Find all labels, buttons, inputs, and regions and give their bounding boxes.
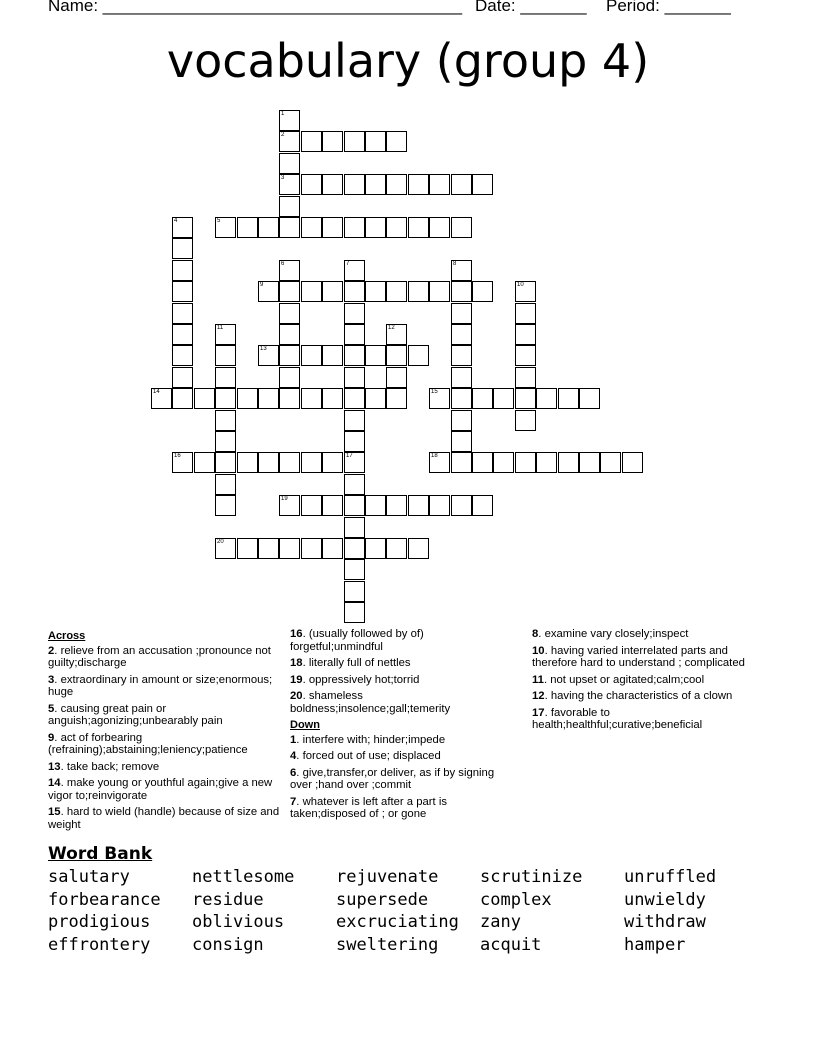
across-clue-list-continued — [290, 628, 510, 715]
crossword-cell[interactable] — [579, 388, 600, 409]
clue-text: (usually followed by of) forgetful;unmindful — [290, 628, 424, 653]
crossword-cell[interactable] — [237, 452, 258, 473]
crossword-cell[interactable] — [515, 388, 536, 409]
crossword-cell[interactable] — [301, 495, 322, 516]
crossword-cell[interactable] — [451, 495, 472, 516]
word-bank-word: nettlesome — [192, 867, 295, 887]
crossword-cell[interactable] — [301, 174, 322, 195]
word-bank-word: withdraw — [624, 912, 706, 932]
crossword-cell[interactable] — [386, 217, 407, 238]
crossword-cell[interactable] — [322, 217, 343, 238]
cell-number: 11 — [217, 325, 224, 331]
word-bank-word: forbearance — [48, 889, 161, 910]
crossword-cell[interactable] — [215, 345, 236, 366]
word-bank — [48, 866, 768, 956]
crossword-cell[interactable] — [429, 388, 450, 409]
crossword-cell[interactable] — [365, 217, 386, 238]
crossword-cell[interactable] — [194, 452, 215, 473]
clue-item: 18. literally full of nettles — [290, 657, 411, 669]
word-bank-word: unwieldy — [624, 889, 706, 910]
crossword-cell[interactable] — [322, 388, 343, 409]
clue-text: whatever is left after a part is taken;disposed of ; or gone — [290, 795, 447, 820]
crossword-cell[interactable] — [386, 388, 407, 409]
cell-number: 9 — [260, 282, 264, 288]
crossword-cell[interactable] — [301, 345, 322, 366]
clue-text: having varied interrelated parts and therefore hard to understand ; complicated — [532, 644, 745, 669]
cell-number: 7 — [346, 261, 350, 267]
crossword-cell[interactable] — [386, 131, 407, 152]
cell-number: 14 — [153, 389, 160, 395]
crossword-cell[interactable] — [279, 217, 300, 238]
crossword-cell[interactable] — [215, 452, 236, 473]
crossword-cell[interactable] — [515, 367, 536, 388]
crossword-cell[interactable] — [279, 281, 300, 302]
crossword-cell[interactable] — [558, 388, 579, 409]
clue-number: 14 — [48, 777, 61, 789]
crossword-cell[interactable] — [365, 495, 386, 516]
crossword-cell[interactable] — [215, 495, 236, 516]
crossword-cell[interactable] — [279, 538, 300, 559]
crossword-cell[interactable] — [536, 452, 557, 473]
crossword-cell[interactable] — [344, 324, 365, 345]
crossword-cell[interactable] — [172, 388, 193, 409]
cell-number: 1 — [281, 111, 285, 117]
clues-column-2 — [290, 628, 510, 825]
word-bank-word: scrutinize — [480, 867, 583, 887]
crossword-cell[interactable] — [386, 324, 407, 345]
clue-number: 2 — [48, 644, 55, 657]
crossword-cell[interactable] — [215, 324, 236, 345]
crossword-cell[interactable] — [344, 131, 365, 152]
crossword-cell[interactable] — [600, 452, 621, 473]
clue-item: 19. oppressively hot;torrid — [290, 673, 420, 686]
crossword-cell[interactable] — [258, 345, 279, 366]
crossword-cell[interactable] — [344, 260, 365, 281]
cell-number: 16 — [174, 453, 181, 459]
crossword-cell[interactable] — [279, 345, 300, 366]
crossword-cell[interactable] — [258, 281, 279, 302]
clue-text: give,transfer,or deliver, as if by signing over ;hand over ;commit — [290, 766, 495, 791]
crossword-cell[interactable] — [344, 217, 365, 238]
down-heading: Down — [290, 719, 320, 731]
crossword-cell[interactable] — [365, 174, 386, 195]
clue-item: 10. having varied interrelated parts and therefore hard to understand ; complicated — [532, 644, 745, 669]
cell-number: 18 — [431, 453, 438, 459]
crossword-cell[interactable] — [451, 217, 472, 238]
crossword-cell[interactable] — [344, 538, 365, 559]
crossword-cell[interactable] — [429, 217, 450, 238]
word-bank-word: effrontery — [48, 934, 151, 955]
clue-number: 15 — [48, 806, 61, 818]
clue-text: take back; remove — [66, 760, 160, 773]
clue-item: 3. extraordinary in amount or size;enormous; huge — [48, 673, 273, 698]
crossword-cell[interactable] — [365, 281, 386, 302]
crossword-cell[interactable] — [408, 345, 429, 366]
crossword-cell[interactable] — [172, 303, 193, 324]
word-bank-word: rejuvenate — [336, 867, 439, 887]
crossword-cell[interactable] — [515, 452, 536, 473]
cell-number: 10 — [517, 282, 524, 288]
cell-number: 12 — [388, 325, 395, 331]
crossword-cell[interactable] — [279, 452, 300, 473]
crossword-cell[interactable] — [215, 474, 236, 495]
crossword-cell[interactable] — [451, 174, 472, 195]
crossword-cell[interactable] — [429, 495, 450, 516]
word-bank-word: oblivious — [192, 912, 285, 932]
clue-item: 4. forced out of use; displaced — [290, 750, 441, 762]
cell-number: 4 — [174, 218, 178, 224]
crossword-cell[interactable] — [258, 452, 279, 473]
crossword-cell[interactable] — [172, 238, 193, 259]
down-clue-list-continued — [532, 628, 747, 732]
crossword-cell[interactable] — [408, 174, 429, 195]
crossword-cell[interactable] — [344, 559, 365, 580]
crossword-cell[interactable] — [215, 410, 236, 431]
clue-item: 8. examine vary closely;inspect — [532, 628, 689, 640]
cell-number: 15 — [431, 389, 438, 395]
crossword-cell[interactable] — [215, 217, 236, 238]
crossword-cell[interactable] — [344, 517, 365, 538]
crossword-cell[interactable] — [344, 602, 365, 623]
word-bank-word: zany — [480, 912, 521, 932]
word-bank-word: prodigious — [48, 912, 151, 932]
page-title: vocabulary (group 4) — [166, 34, 650, 88]
crossword-cell[interactable] — [279, 324, 300, 345]
crossword-cell[interactable] — [472, 174, 493, 195]
crossword-cell[interactable] — [279, 495, 300, 516]
crossword-cell[interactable] — [322, 495, 343, 516]
crossword-cell[interactable] — [279, 196, 300, 217]
clue-number: 20 — [290, 690, 303, 702]
clue-number: 19 — [290, 673, 303, 686]
clue-number: 7 — [290, 795, 297, 808]
crossword-cell[interactable] — [579, 452, 600, 473]
crossword-cell[interactable] — [408, 495, 429, 516]
cell-number: 2 — [281, 132, 285, 138]
clue-item: 2. relieve from an accusation ;pronounce not guilty;discharge — [48, 644, 271, 669]
crossword-cell[interactable] — [301, 452, 322, 473]
crossword-cell[interactable] — [451, 345, 472, 366]
crossword-cell[interactable] — [344, 431, 365, 452]
clue-item: 20. shameless boldness;insolence;gall;temerity — [290, 690, 451, 715]
word-bank-word: sweltering — [336, 934, 439, 955]
crossword-cell[interactable] — [365, 538, 386, 559]
crossword-cell[interactable] — [344, 281, 365, 302]
crossword-cell[interactable] — [215, 538, 236, 559]
crossword-cell[interactable] — [515, 324, 536, 345]
clue-item: 15. hard to wield (handle) because of size and weight — [48, 806, 280, 831]
clue-text: literally full of nettles — [308, 657, 411, 669]
crossword-cell[interactable] — [322, 131, 343, 152]
crossword-cell[interactable] — [279, 153, 300, 174]
crossword-cell[interactable] — [429, 174, 450, 195]
cell-number: 13 — [260, 346, 267, 352]
crossword-cell[interactable] — [429, 281, 450, 302]
clue-text: forced out of use; displaced — [302, 750, 441, 762]
clue-item: 11. not upset or agitated;calm;cool — [532, 673, 705, 686]
crossword-cell[interactable] — [344, 410, 365, 431]
clues-column-3 — [532, 628, 747, 736]
clue-text: interfere with; hinder;impede — [302, 733, 446, 746]
across-clue-list — [48, 645, 280, 832]
crossword-cell[interactable] — [408, 538, 429, 559]
crossword-cell[interactable] — [344, 495, 365, 516]
crossword-cell[interactable] — [386, 174, 407, 195]
crossword-cell[interactable] — [622, 452, 643, 473]
name-field[interactable]: Name: ______________________________________ — [48, 0, 463, 15]
clue-number: 18 — [290, 657, 303, 669]
date-field[interactable]: Date: _______ — [475, 0, 587, 15]
crossword-cell[interactable] — [279, 131, 300, 152]
cell-number: 19 — [281, 496, 288, 502]
crossword-cell[interactable] — [172, 345, 193, 366]
clue-number: 3 — [48, 673, 55, 686]
word-bank-word: hamper — [624, 934, 686, 955]
crossword-cell[interactable] — [194, 388, 215, 409]
crossword-cell[interactable] — [365, 388, 386, 409]
word-bank-title: Word Bank — [48, 844, 153, 864]
clue-text: shameless boldness;insolence;gall;temerity — [290, 690, 451, 715]
clue-text: having the characteristics of a clown — [550, 690, 733, 702]
crossword-cell[interactable] — [237, 217, 258, 238]
clue-item: 9. act of forbearing (refraining);abstaining;leniency;patience — [48, 731, 248, 756]
crossword-cell[interactable] — [451, 388, 472, 409]
cell-number: 20 — [217, 539, 224, 545]
crossword-cell[interactable] — [258, 388, 279, 409]
crossword-cell[interactable] — [451, 303, 472, 324]
crossword-cell[interactable] — [258, 217, 279, 238]
clue-number: 4 — [290, 750, 297, 762]
clue-number: 8 — [532, 628, 539, 640]
clue-number: 11 — [532, 673, 544, 686]
crossword-cell[interactable] — [386, 538, 407, 559]
clue-item: 5. causing great pain or anguish;agonizing;unbearably pain — [48, 702, 223, 727]
crossword-cell[interactable] — [344, 452, 365, 473]
word-bank-word: complex — [480, 889, 552, 910]
clue-text: examine vary closely;inspect — [544, 628, 689, 640]
crossword-cell[interactable] — [279, 260, 300, 281]
clue-item: 16. (usually followed by of) forgetful;unmindful — [290, 628, 424, 653]
clue-text: make young or youthful again;give a new vigor to;reinvigorate — [48, 777, 273, 802]
crossword-cell[interactable] — [151, 388, 172, 409]
clue-number: 13 — [48, 760, 61, 773]
crossword-cell[interactable] — [386, 367, 407, 388]
crossword-cell[interactable] — [237, 538, 258, 559]
crossword-cell[interactable] — [344, 303, 365, 324]
crossword-cell[interactable] — [493, 452, 514, 473]
clue-item: 13. take back; remove — [48, 760, 160, 773]
crossword-cell[interactable] — [386, 281, 407, 302]
crossword-cell[interactable] — [515, 410, 536, 431]
clue-text: causing great pain or anguish;agonizing;unbearably pain — [48, 702, 223, 727]
crossword-cell[interactable] — [515, 281, 536, 302]
word-bank-word: acquit — [480, 934, 542, 955]
crossword-cell[interactable] — [515, 303, 536, 324]
across-heading: Across — [48, 630, 86, 642]
word-bank-word: consign — [192, 934, 264, 955]
crossword-cell[interactable] — [301, 281, 322, 302]
crossword-cell[interactable] — [301, 217, 322, 238]
crossword-cell[interactable] — [172, 452, 193, 473]
crossword-cell[interactable] — [215, 388, 236, 409]
clue-item: 6. give,transfer,or deliver, as if by signing over ;hand over ;commit — [290, 766, 495, 791]
clue-text: oppressively hot;torrid — [308, 673, 420, 686]
crossword-cell[interactable] — [472, 495, 493, 516]
word-bank-word: residue — [192, 889, 264, 910]
crossword-cell[interactable] — [451, 410, 472, 431]
crossword-cell[interactable] — [279, 367, 300, 388]
crossword-cell[interactable] — [322, 281, 343, 302]
crossword-cell[interactable] — [451, 324, 472, 345]
crossword-cell[interactable] — [215, 367, 236, 388]
clue-item: 1. interfere with; hinder;impede — [290, 733, 446, 746]
crossword-cell[interactable] — [344, 367, 365, 388]
clue-text: act of forbearing (refraining);abstaining;leniency;patience — [48, 731, 248, 756]
clue-number: 12 — [532, 690, 545, 702]
crossword-cell[interactable] — [301, 538, 322, 559]
crossword-cell[interactable] — [472, 281, 493, 302]
word-bank-word: unruffled — [624, 867, 717, 887]
crossword-cell[interactable] — [536, 388, 557, 409]
crossword-cell[interactable] — [451, 452, 472, 473]
clue-item: 14. make young or youthful again;give a new vigor to;reinvigorate — [48, 777, 273, 802]
clue-number: 5 — [48, 702, 55, 715]
crossword-cell[interactable] — [451, 281, 472, 302]
clue-item: 7. whatever is left after a part is taken;disposed of ; or gone — [290, 795, 447, 820]
clue-number: 16 — [290, 628, 303, 640]
crossword-cell[interactable] — [322, 345, 343, 366]
crossword-cell[interactable] — [344, 581, 365, 602]
clue-number: 1 — [290, 733, 297, 746]
crossword-cell[interactable] — [322, 452, 343, 473]
clues-column-1 — [48, 628, 280, 835]
crossword-cell[interactable] — [172, 260, 193, 281]
cell-number: 5 — [217, 218, 221, 224]
crossword-cell[interactable] — [301, 388, 322, 409]
crossword-cell[interactable] — [365, 345, 386, 366]
clue-text: not upset or agitated;calm;cool — [550, 673, 705, 686]
clue-number: 17 — [532, 706, 545, 719]
down-clue-list — [290, 734, 510, 821]
crossword-cell[interactable] — [237, 388, 258, 409]
crossword-cell[interactable] — [451, 367, 472, 388]
clue-number: 9 — [48, 731, 55, 744]
crossword-cell[interactable] — [172, 217, 193, 238]
crossword-cell[interactable] — [386, 345, 407, 366]
crossword-cell[interactable] — [408, 217, 429, 238]
crossword-cell[interactable] — [429, 452, 450, 473]
crossword-cell[interactable] — [493, 388, 514, 409]
word-bank-word: supersede — [336, 889, 429, 910]
cell-number: 3 — [281, 175, 285, 181]
crossword-cell[interactable] — [408, 281, 429, 302]
period-field[interactable]: Period: _______ — [606, 0, 731, 15]
clue-number: 6 — [290, 766, 297, 779]
crossword-cell[interactable] — [365, 131, 386, 152]
clue-text: favorable to health;healthful;curative;beneficial — [532, 706, 703, 731]
crossword-cell[interactable] — [279, 388, 300, 409]
crossword-cell[interactable] — [258, 538, 279, 559]
crossword-cell[interactable] — [215, 431, 236, 452]
crossword-cell[interactable] — [279, 303, 300, 324]
crossword-cell[interactable] — [558, 452, 579, 473]
crossword-cell[interactable] — [386, 495, 407, 516]
clue-text: hard to wield (handle) because of size and weight — [48, 806, 280, 831]
crossword-cell[interactable] — [344, 474, 365, 495]
crossword-cell[interactable] — [344, 388, 365, 409]
clue-item: 12. having the characteristics of a clown — [532, 690, 733, 702]
crossword-cell[interactable] — [344, 345, 365, 366]
crossword-cell[interactable] — [279, 174, 300, 195]
cell-number: 8 — [453, 261, 457, 267]
cell-number: 6 — [281, 261, 285, 267]
clue-item: 17. favorable to health;healthful;curative;beneficial — [532, 706, 703, 731]
word-bank-word: salutary — [48, 867, 130, 887]
crossword-cell[interactable] — [172, 281, 193, 302]
crossword-cell[interactable] — [451, 260, 472, 281]
crossword-cell[interactable] — [515, 345, 536, 366]
word-bank-word: excruciating — [336, 912, 459, 932]
cell-number: 17 — [346, 453, 353, 459]
crossword-cell[interactable] — [472, 452, 493, 473]
crossword-cell[interactable] — [344, 174, 365, 195]
clue-text: extraordinary in amount or size;enormous; huge — [48, 673, 273, 698]
crossword-cell[interactable] — [322, 174, 343, 195]
crossword-cell[interactable] — [172, 324, 193, 345]
crossword-cell[interactable] — [172, 367, 193, 388]
clue-text: relieve from an accusation ;pronounce not guilty;discharge — [48, 644, 271, 669]
crossword-cell[interactable] — [301, 131, 322, 152]
crossword-cell[interactable] — [279, 110, 300, 131]
crossword-cell[interactable] — [472, 388, 493, 409]
crossword-cell[interactable] — [451, 431, 472, 452]
crossword-cell[interactable] — [322, 538, 343, 559]
clue-number: 10 — [532, 644, 545, 657]
